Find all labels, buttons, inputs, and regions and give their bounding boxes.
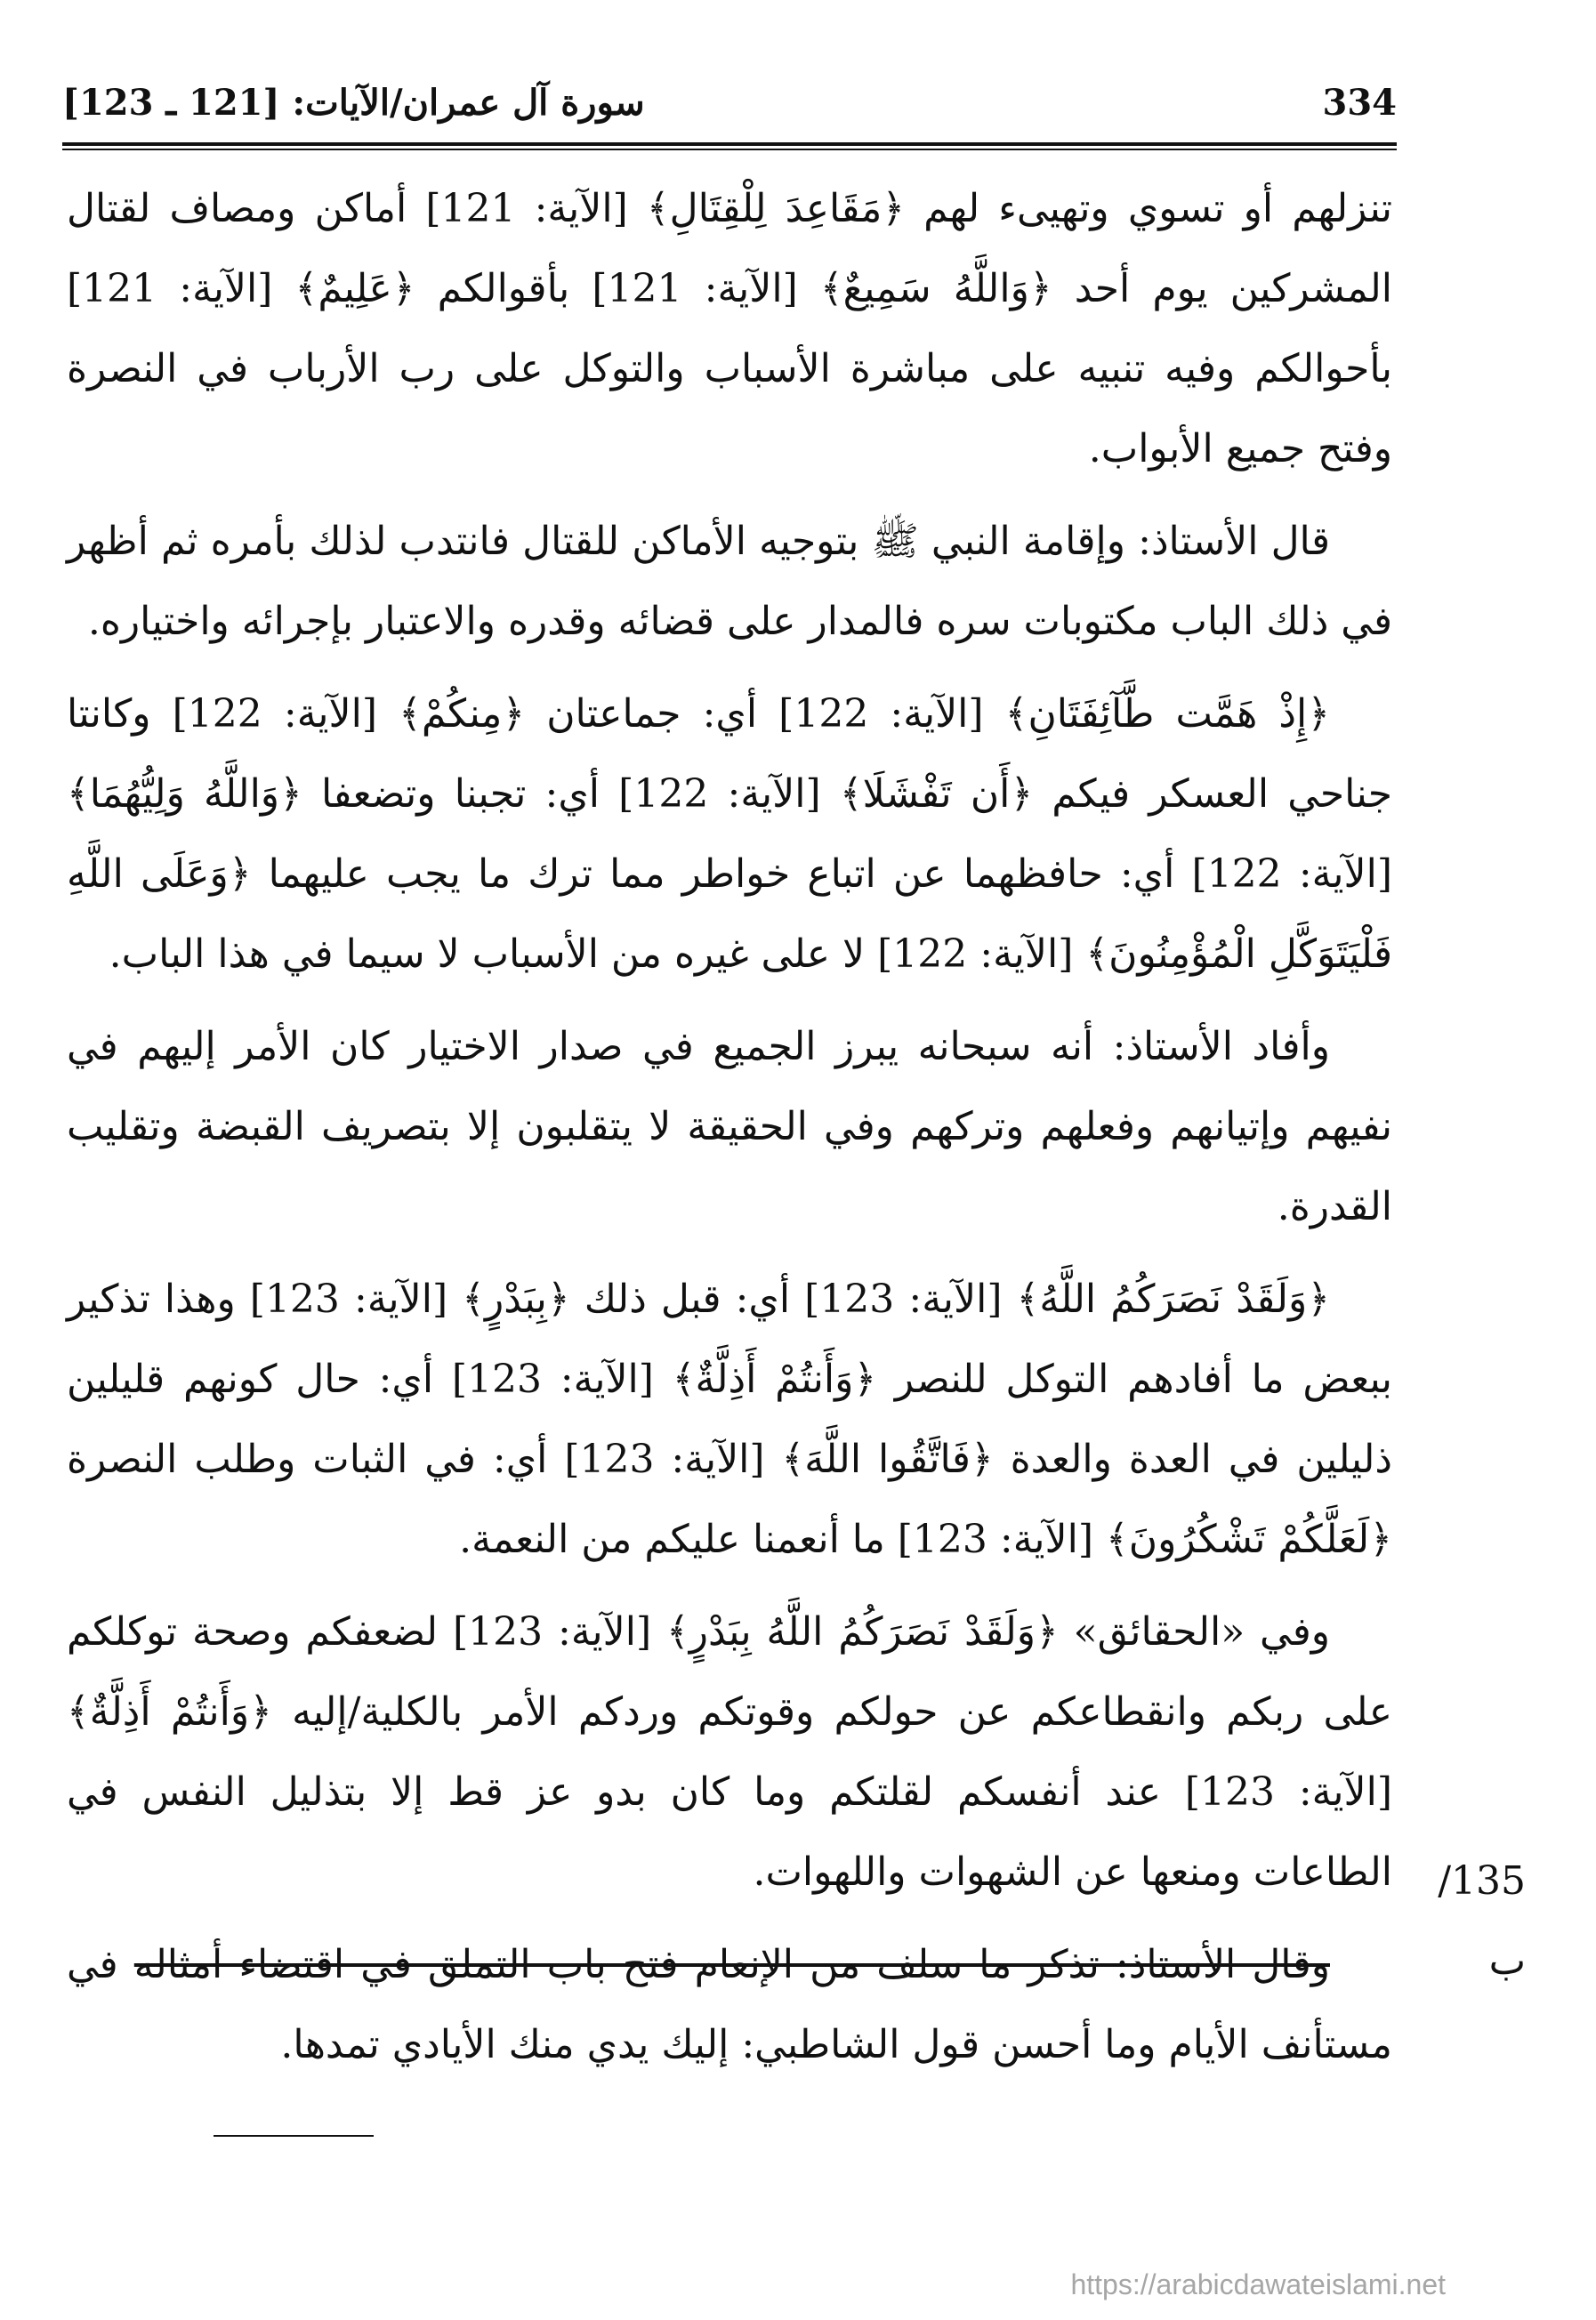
paragraph-3: ﴿إِذْ هَمَّت طَّآئِفَتَانِ﴾ [الآية: 122] أي: جماعتان ﴿مِنكُمْ﴾ [الآية: 122] وكانتا جناحي العسكر فيكم ﴿أَن تَفْشَلَا﴾ [الآية: 122] أي: تجبنا وتضعفا ﴿وَاللَّهُ وَلِيُّهُمَا﴾ [الآية: 122] أي: حافظهما عن اتباع خواطر مما ترك ما يجب عليهما ﴿وَعَلَى اللَّهِ فَلْيَتَوَكَّلِ الْمُؤْمِنُونَ﴾ [الآية: 122] لا على غيره من الأسباب لا سيما في هذا الباب. [67, 691, 1393, 977]
paragraph-7-rest: في مستأنف الأيام وما أحسن قول الشاطبي: إليك يدي منك الأيادي تمدها. [67, 1942, 1392, 2067]
manuscript-folio-note: 135/ ب [1438, 1858, 1526, 1984]
page-header [62, 71, 1397, 133]
paragraph-6: وفي «الحقائق» ﴿وَلَقَدْ نَصَرَكُمُ اللَّهُ بِبَدْرٍ﴾ [الآية: 123] لضعفكم وصحة توكلكم على ربكم وانقطاعكم عن حولكم وقوتكم وردكم الأمر بالكلية/إليه ﴿وَأَنتُمْ أَذِلَّةٌ﴾ [الآية: 123] عند أنفسكم لقلتكم وما كان بدو عز قط إلا بتذليل النفس في الطاعات ومنعها عن الشهوات واللهوات. [67, 1609, 1392, 1895]
paragraph-2: قال الأستاذ: وإقامة النبي ﷺ بتوجيه الأماكن للقتال فانتدب لذلك بأمره ثم أظهر في ذلك الباب مكتوبات سره فالمدار على قضائه وقدره والاعتبار بإجرائه واختياره. [67, 519, 1392, 644]
paragraph-4: وأفاد الأستاذ: أنه سبحانه يبرز الجميع في صدار الاختيار كان الأمر إليهم في نفيهم وإتيانهم وفعلهم وتركهم وفي الحقيقة لا يتقلبون إلا بتصريف القبضة وتقليب القدرة. [67, 1024, 1392, 1229]
paragraph-1: تنزلهم أو تسوي وتهيىء لهم ﴿مَقَاعِدَ لِلْقِتَالِ﴾ [الآية: 121] أماكن ومصاف لقتال المشركين يوم أحد ﴿وَاللَّهُ سَمِيعٌ﴾ [الآية: 121] بأقوالكم ﴿عَلِيمٌ﴾ [الآية: 121] بأحوالكم وفيه تنبيه على مباشرة الأسباب والتوكل على رب الأرباب في النصرة وفتح جميع الأبواب. [67, 186, 1393, 471]
struck-text: وقال الأستاذ: تذكر ما سلف من الإنعام فتح باب التملق في اقتضاء أمثاله [133, 1942, 1330, 1987]
paragraph-7 [67, 1925, 1392, 2085]
page-number: 334 [1322, 81, 1397, 124]
header-rule [62, 142, 1397, 150]
page-body [67, 169, 1392, 2098]
footnote-rule [214, 2135, 374, 2137]
paragraph-5: ﴿وَلَقَدْ نَصَرَكُمُ اللَّهُ﴾ [الآية: 123] أي: قبل ذلك ﴿بِبَدْرٍ﴾ [الآية: 123] وهذا تذكير ببعض ما أفادهم التوكل للنصر ﴿وَأَنتُمْ أَذِلَّةٌ﴾ [الآية: 123] أي: حال كونهم قليلين ذليلين في العدة والعدة ﴿فَاتَّقُوا اللَّهَ﴾ [الآية: 123] أي: في الثبات وطلب النصرة ﴿لَعَلَّكُمْ تَشْكُرُونَ﴾ [الآية: 123] ما أنعمنا عليكم من النعمة. [67, 1277, 1392, 1562]
watermark-url: https://arabicdawateislami.net [1070, 2268, 1446, 2300]
surah-title: سورة آل عمران/الآيات: [121 ـ 123] [62, 81, 645, 124]
